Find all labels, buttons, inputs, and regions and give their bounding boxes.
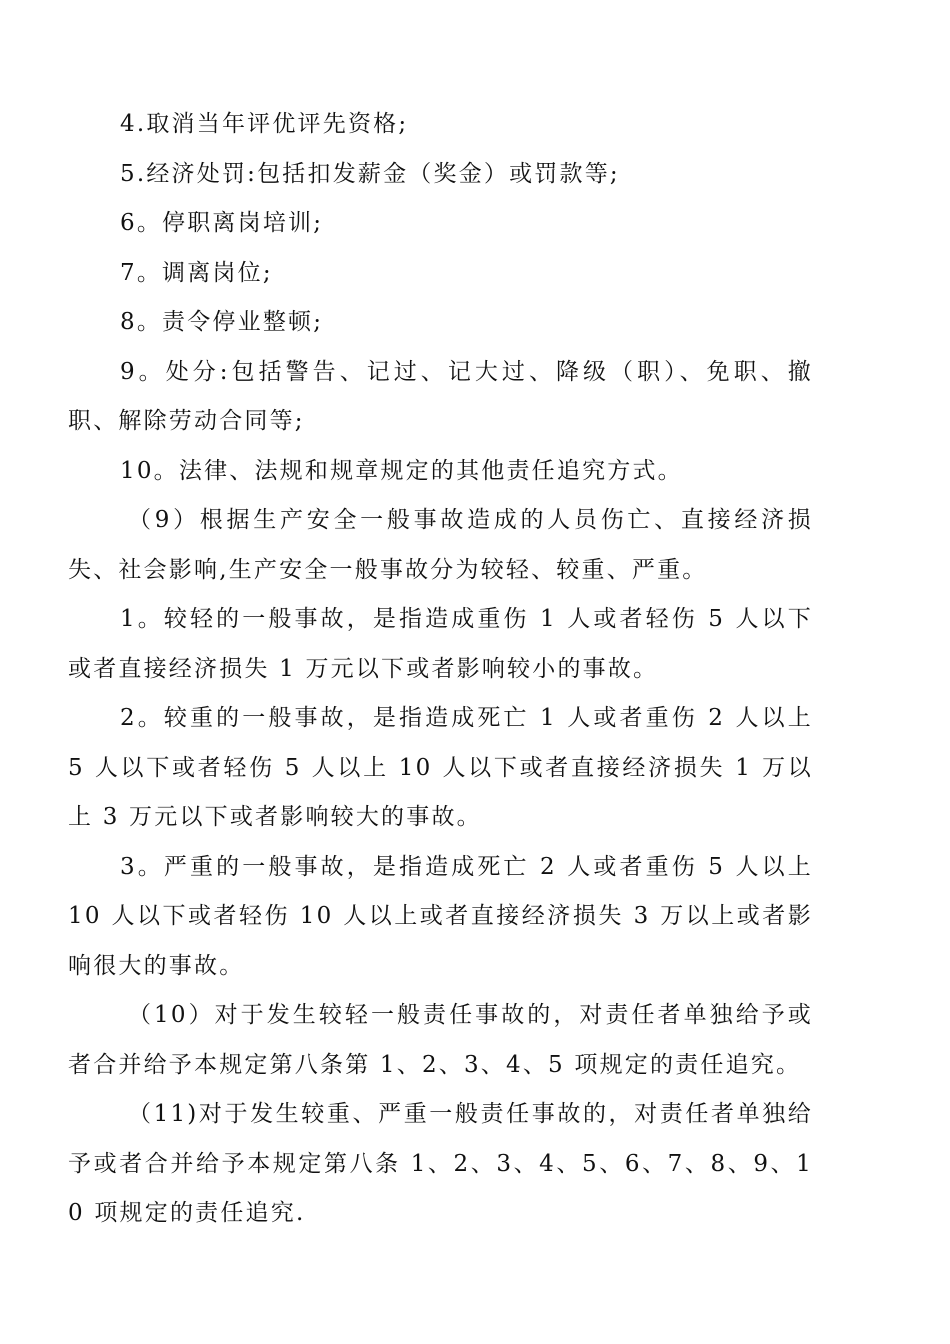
- paragraph-clause-10: （10）对于发生较轻一般责任事故的，对责任者单独给予或者合并给予本规定第八条第 1、2、3、4、5 项规定的责任追究。: [68, 1002, 813, 1078]
- paragraph-item-4: 4.取消当年评优评先资格;: [120, 111, 409, 137]
- paragraph-item-5: 5.经济处罚:包括扣发薪金（奖金）或罚款等;: [120, 160, 620, 187]
- paragraph-item-8: 8。责令停业整顿;: [120, 309, 324, 335]
- paragraph-serious-accident: 3。严重的一般事故，是指造成死亡 2 人或者重伤 5 人以上 10 人以下或者轻伤 10 人以上或者直接经济损失 3 万以上或者影响很大的事故。: [68, 853, 813, 979]
- paragraph-item-6: 6。停职离岗培训;: [120, 210, 324, 236]
- paragraph-minor-accident: 1。较轻的一般事故，是指造成重伤 1 人或者轻伤 5 人以下或者直接经济损失 1 万元以下或者影响较小的事故。: [68, 606, 813, 682]
- paragraph-clause-9: （9）根据生产安全一般事故造成的人员伤亡、直接经济损失、社会影响,生产安全一般事故分为较轻、较重、严重。: [68, 507, 813, 583]
- document-body: [68, 100, 813, 1239]
- paragraph-moderate-accident: 2。较重的一般事故，是指造成死亡 1 人或者重伤 2 人以上 5 人以下或者轻伤 5 人以上 10 人以下或者直接经济损失 1 万以上 3 万元以下或者影响较大的事故。: [68, 705, 813, 830]
- paragraph-clause-11: （11)对于发生较重、严重一般责任事故的，对责任者单独给予或者合并给予本规定第八条 1、2、3、4、5、6、7、8、9、10 项规定的责任追究.: [68, 1101, 813, 1226]
- paragraph-item-9: 9。处分:包括警告、记过、记大过、降级（职）、免职、撤职、解除劳动合同等;: [68, 358, 813, 434]
- paragraph-item-7: 7。调离岗位;: [120, 259, 273, 286]
- paragraph-item-10: 10。法律、法规和规章规定的其他责任追究方式。: [120, 457, 683, 484]
